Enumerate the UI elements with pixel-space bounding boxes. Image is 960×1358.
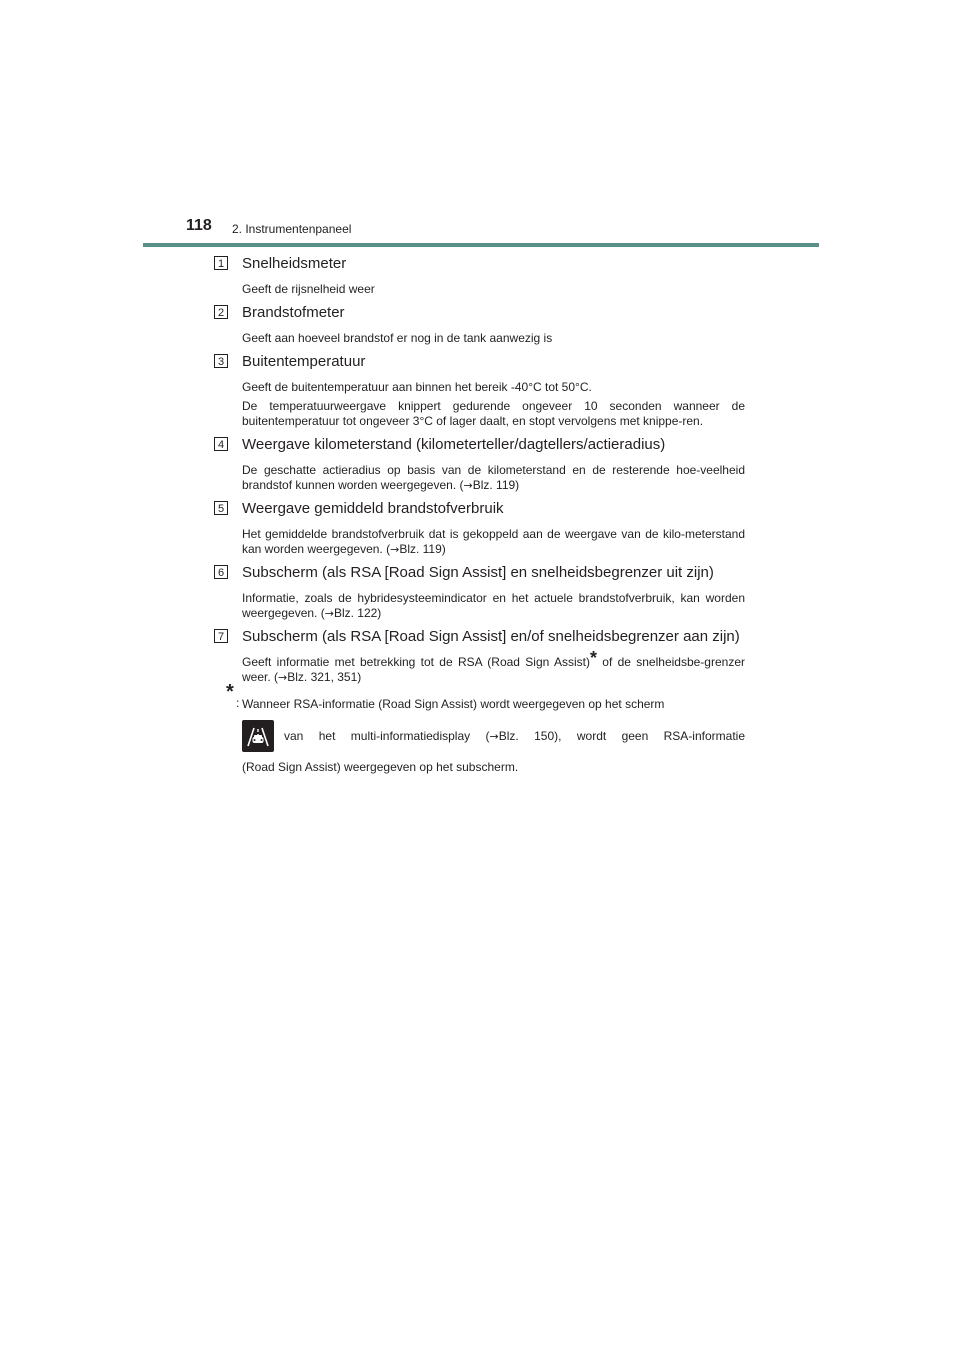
desc-paragraph: De geschatte actieradius op basis van de kilometerstand en de resterende hoe-veelheid brandstof kunnen worden weergegeven. (→Blz. 119) xyxy=(242,463,745,492)
desc-paragraph: Informatie, zoals de hybridesysteemindicator en het actuele brandstofverbruik, kan worden weergegeven. (→Blz. 122) xyxy=(242,591,745,620)
item-description xyxy=(242,331,745,346)
arrow-icon: → xyxy=(390,543,400,556)
desc-paragraph: Geeft aan hoeveel brandstof er nog in de tank aanwezig is xyxy=(242,331,553,345)
arrow-icon: → xyxy=(463,479,473,492)
item-number-box: 2 xyxy=(214,305,228,319)
footnote xyxy=(214,681,745,775)
item-title: Snelheidsmeter xyxy=(242,255,347,272)
footnote-line xyxy=(242,720,745,752)
desc-paragraph: Geeft de rijsnelheid weer xyxy=(242,282,375,296)
footnote-star: * xyxy=(226,681,234,703)
item-5 xyxy=(214,499,745,557)
item-list xyxy=(214,254,745,775)
desc-paragraph: Geeft informatie met betrekking tot de RSA (Road Sign Assist)* of de snelheidsbe-grenzer weer. (→Blz. 321, 351) xyxy=(242,648,745,684)
item-title: Subscherm (als RSA [Road Sign Assist] en/of snelheidsbegrenzer aan zijn) xyxy=(242,628,740,645)
item-number-box: 6 xyxy=(214,565,228,579)
item-description xyxy=(242,591,745,621)
header-rule xyxy=(143,243,819,247)
page-reference: Blz. 119) xyxy=(399,542,446,556)
item-2 xyxy=(214,303,745,346)
arrow-icon: → xyxy=(324,607,334,620)
page-reference: Blz. 150), wordt geen RSA-informatie xyxy=(498,728,745,743)
desc-paragraph: Geeft de buitentemperatuur aan binnen het bereik -40°C tot 50°C. xyxy=(242,380,592,394)
footnote-colon: : xyxy=(236,696,240,710)
item-number-box: 1 xyxy=(214,256,228,270)
page-number: 118 xyxy=(186,217,212,234)
item-description xyxy=(242,282,745,297)
arrow-icon: → xyxy=(278,671,288,684)
footnote-marker: * xyxy=(589,648,597,668)
item-title: Weergave kilometerstand (kilometerteller/dagtellers/actieradius) xyxy=(242,436,666,453)
item-number-box: 4 xyxy=(214,437,228,451)
chapter-title: 2. Instrumentenpaneel xyxy=(232,222,352,236)
footnote-line: Wanneer RSA-informatie (Road Sign Assist) wordt weergegeven op het scherm xyxy=(242,697,665,711)
item-number-box: 5 xyxy=(214,501,228,515)
item-6 xyxy=(214,563,745,621)
road-sign-assist-icon xyxy=(242,720,274,752)
item-title: Buitentemperatuur xyxy=(242,353,366,370)
page-reference: Blz. 122) xyxy=(333,606,382,620)
item-description xyxy=(242,648,745,685)
page-reference: Blz. 321, 351) xyxy=(287,670,362,684)
item-3 xyxy=(214,352,745,429)
desc-paragraph: Het gemiddelde brandstofverbruik dat is gekoppeld aan de weergave van de kilo-meterstand kan worden weergegeven. (→Blz. 119) xyxy=(242,527,745,556)
item-description xyxy=(242,463,745,493)
item-description xyxy=(242,380,745,429)
item-title: Subscherm (als RSA [Road Sign Assist] en snelheidsbegrenzer uit zijn) xyxy=(242,564,714,581)
page-header xyxy=(0,0,960,250)
item-7 xyxy=(214,627,745,685)
item-description xyxy=(242,527,745,557)
item-4 xyxy=(214,435,745,493)
item-number-box: 3 xyxy=(214,354,228,368)
arrow-icon: → xyxy=(489,729,499,743)
item-number-box: 7 xyxy=(214,629,228,643)
item-title: Brandstofmeter xyxy=(242,304,345,321)
item-title: Weergave gemiddeld brandstofverbruik xyxy=(242,500,504,517)
footnote-line: (Road Sign Assist) weergegeven op het subscherm. xyxy=(242,760,519,774)
footnote-line-text: van het multi-informatiedisplay (→Blz. 150), wordt geen RSA-informatie xyxy=(284,728,745,743)
desc-paragraph: De temperatuurweergave knippert gedurende ongeveer 10 seconden wanneer de buitentemperatuur tot ongeveer 3°C of lager daalt, en stopt vervolgens met knippe-ren. xyxy=(242,399,745,428)
item-1 xyxy=(214,254,745,297)
page-reference: Blz. 119) xyxy=(472,478,520,492)
